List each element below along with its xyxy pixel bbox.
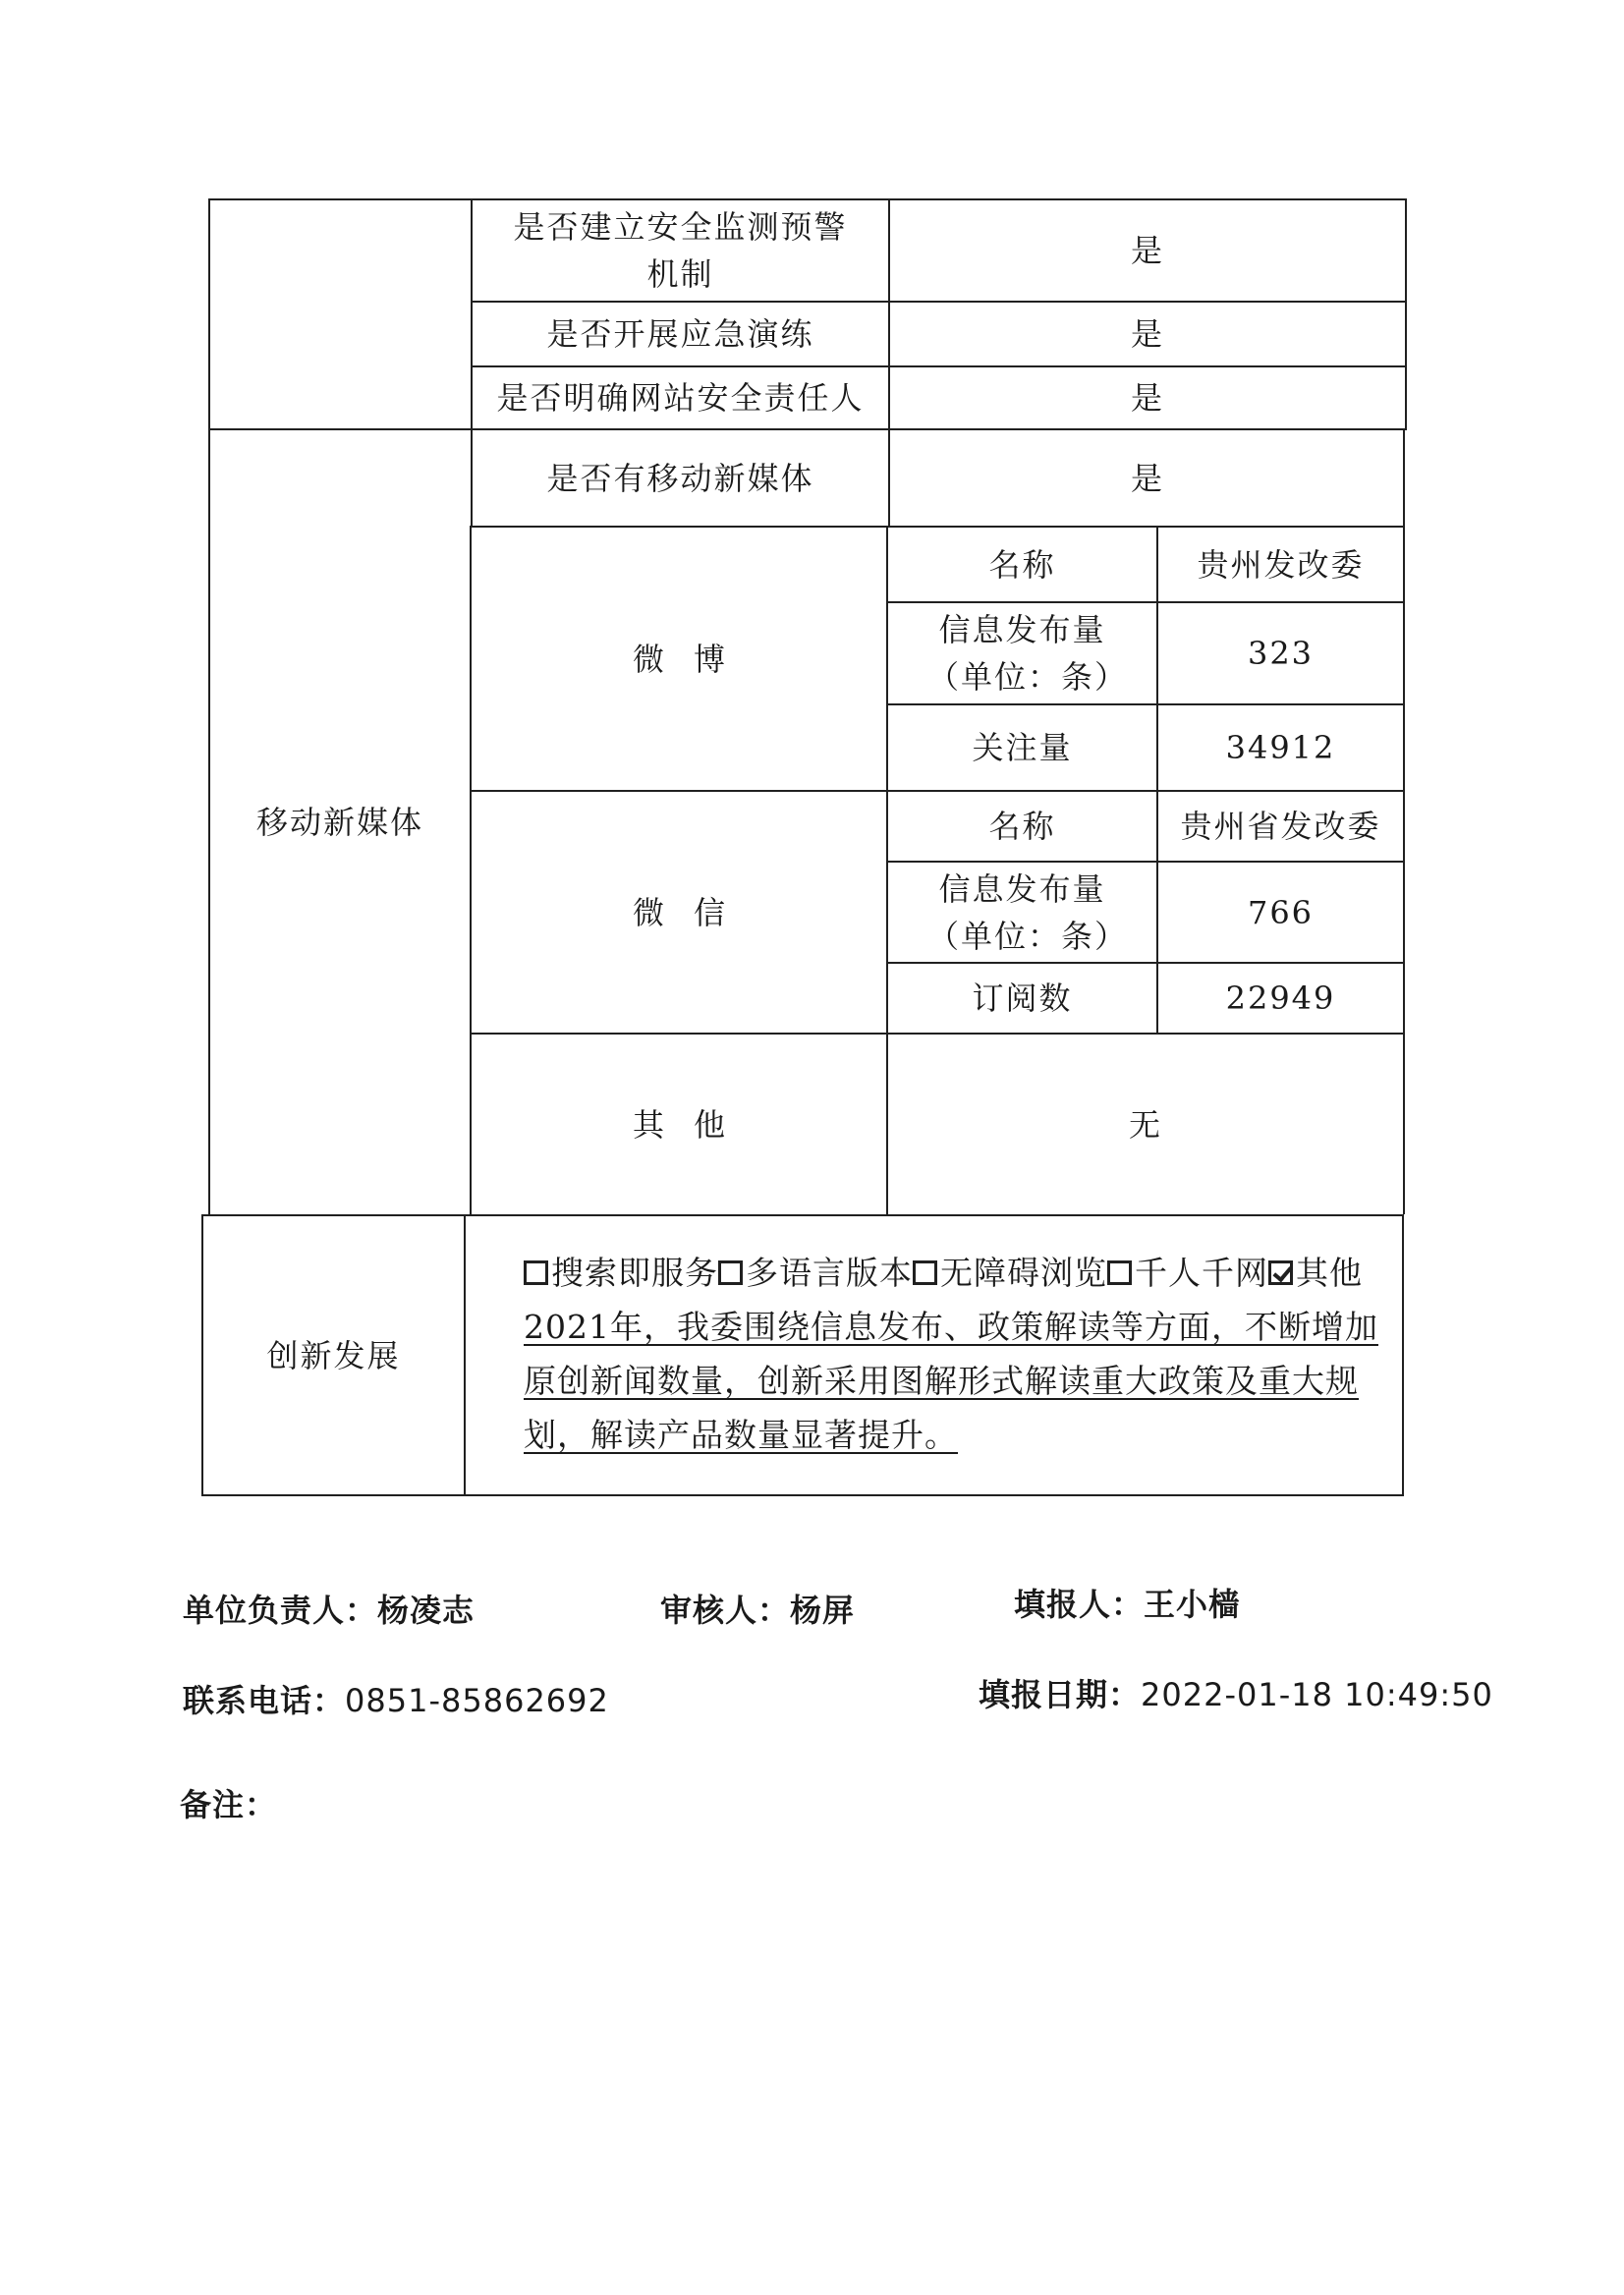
weibo-posts-value: 323 [1247,635,1315,672]
wechat-name-value: 贵州省发改委 [1180,808,1381,845]
filler [1014,1580,1241,1625]
wechat-label: 微信 [632,893,755,931]
wechat-subs-label: 订阅数 [972,980,1073,1017]
remarks-label: 备注： [180,1786,278,1823]
drill-value: 是 [1130,315,1164,353]
option-other: 其他 [1296,1254,1363,1292]
weibo-label: 微博 [632,640,755,678]
phone [183,1676,609,1721]
other-media-label: 其他 [632,1105,755,1144]
checkbox-search-as-service[interactable] [524,1260,548,1285]
reviewer-label: 审核人： [660,1592,791,1629]
weibo-posts-label: 信息发布量（单位：条） [927,611,1129,696]
monitoring-label [473,200,888,301]
fill-date [979,1670,1493,1715]
weibo-follow-value: 34912 [1225,729,1336,766]
checkbox-accessibility[interactable] [913,1260,937,1285]
checkbox-personalized[interactable] [1107,1260,1132,1285]
option-search-as-service: 搜索即服务 [551,1254,718,1292]
fill-date-label: 填报日期： [979,1676,1142,1713]
monitoring-value: 是 [1130,232,1164,269]
checkbox-other-checked[interactable] [1268,1260,1293,1285]
responsible-value: 是 [1130,379,1164,417]
mobile-media-section-label: 移动新媒体 [255,804,423,841]
wechat-subs-value: 22949 [1225,980,1336,1017]
innovation-content [524,1246,1388,1462]
innovation-description: 2021年，我委围绕信息发布、政策解读等方面，不断增加原创新闻数量，创新采用图解形式解读重大政策及重大规划，解读产品数量显著提升。 [524,1308,1378,1454]
innovation-section-label: 创新发展 [266,1336,401,1374]
reviewer [660,1586,855,1631]
filler-label: 填报人： [1014,1586,1145,1623]
unit-head-value: 杨凌志 [377,1592,476,1629]
reviewer-value: 杨屏 [790,1592,856,1629]
fill-date-value: 2022-01-18 10:49:50 [1141,1676,1493,1713]
phone-value: 0851-85862692 [345,1682,609,1719]
other-media-value: 无 [1128,1105,1162,1144]
responsible-label: 是否明确网站安全责任人 [496,379,865,417]
checkbox-multilingual[interactable] [718,1260,743,1285]
weibo-name-label: 名称 [988,545,1056,584]
unit-head-label: 单位负责人： [183,1592,378,1629]
unit-head [183,1586,475,1631]
has-mobile-media-label: 是否有移动新媒体 [546,459,814,497]
monitoring-label-text: 是否建立安全监测预警机制 [513,208,848,293]
innovation-options [524,1246,1388,1300]
wechat-posts-label: 信息发布量（单位：条） [927,869,1129,955]
option-multilingual: 多语言版本 [746,1254,913,1292]
drill-label: 是否开展应急演练 [546,315,814,353]
weibo-name-value: 贵州发改委 [1197,545,1365,584]
has-mobile-media-value: 是 [1130,459,1164,497]
weibo-follow-label: 关注量 [972,729,1073,766]
phone-label: 联系电话： [183,1682,346,1719]
option-accessibility: 无障碍浏览 [940,1254,1107,1292]
wechat-posts-value: 766 [1247,893,1315,931]
filler-value: 王小樯 [1144,1586,1242,1623]
option-personalized: 千人千网 [1135,1254,1268,1292]
wechat-name-label: 名称 [988,808,1056,845]
